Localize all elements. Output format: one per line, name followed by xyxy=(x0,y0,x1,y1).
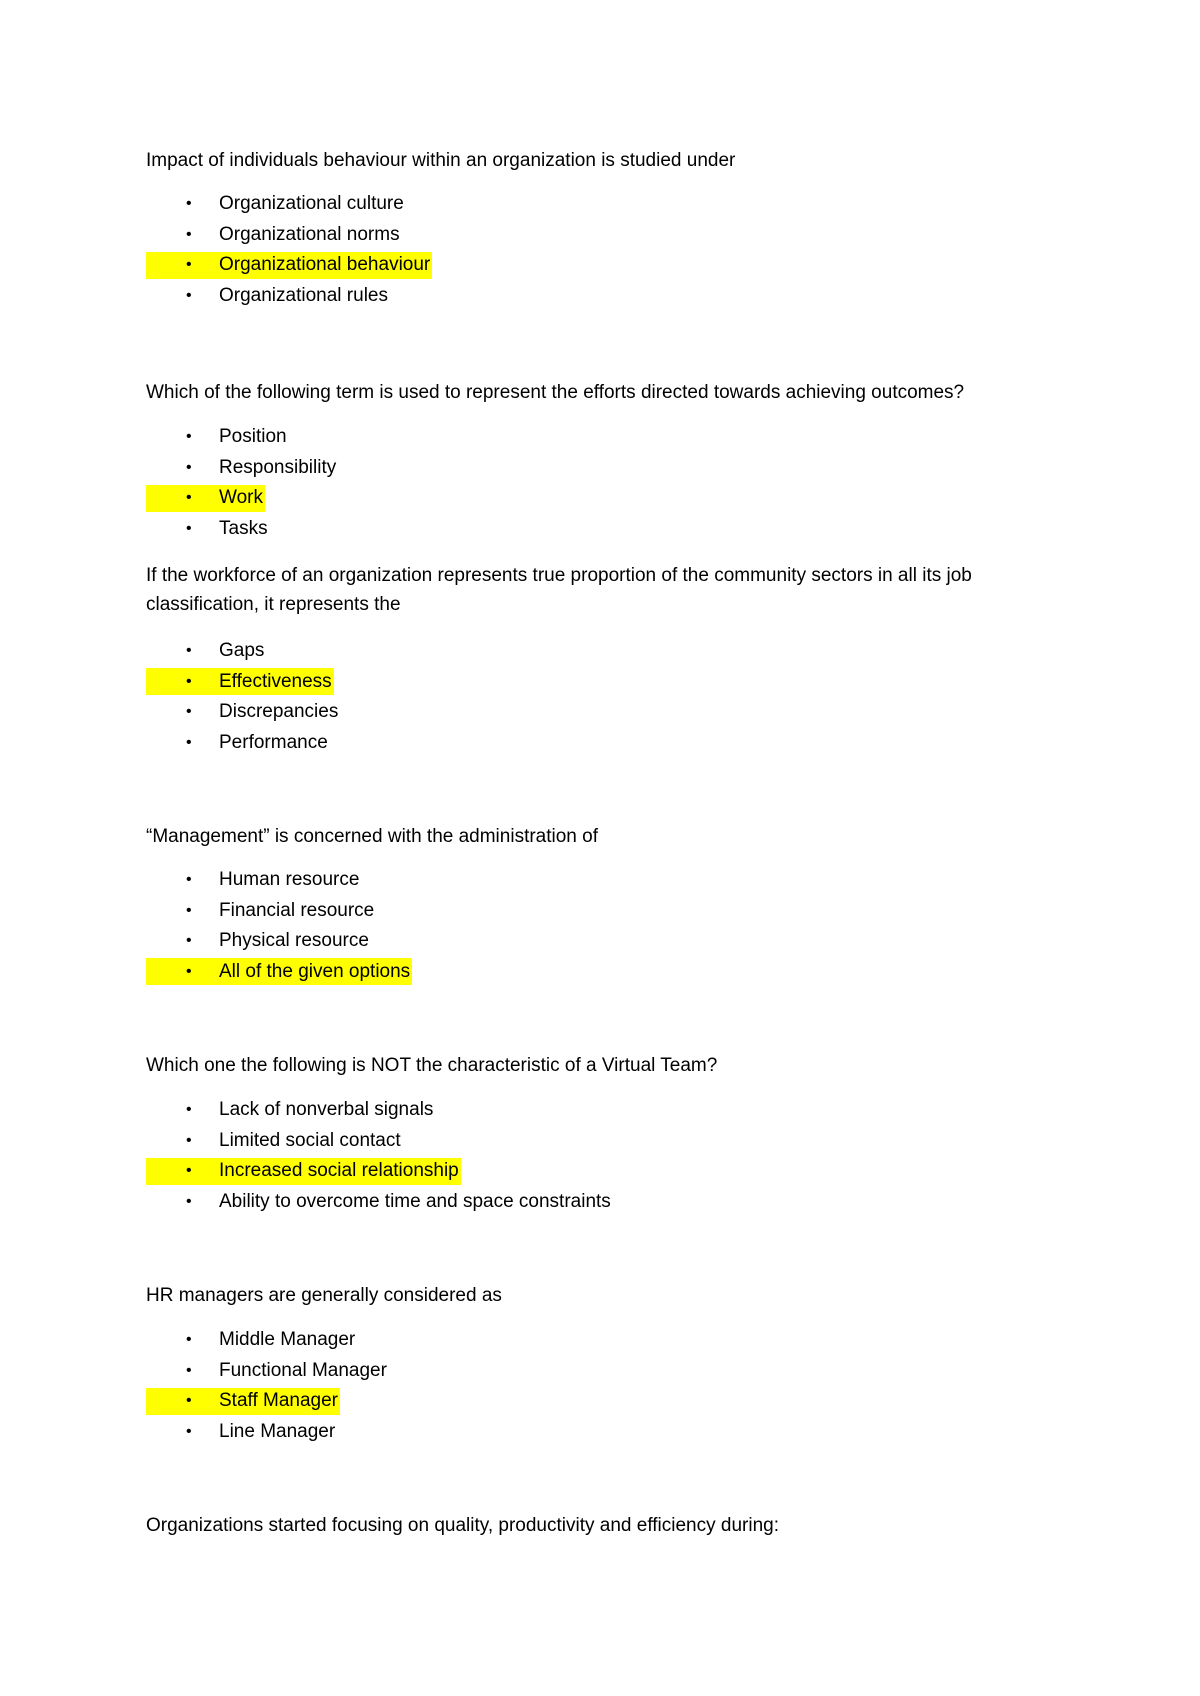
option-item-highlighted xyxy=(146,667,340,698)
option-label: Responsibility xyxy=(219,456,337,478)
option-item xyxy=(146,728,340,759)
bullet-icon: • xyxy=(186,1392,192,1410)
option-label: Position xyxy=(219,426,287,448)
bullet-icon: • xyxy=(186,672,192,690)
option-label: Organizational culture xyxy=(219,193,404,215)
option-label: Middle Manager xyxy=(219,1329,356,1351)
option-item xyxy=(146,422,338,453)
option-label: Ability to overcome time and space constraints xyxy=(219,1190,611,1212)
option-label: Functional Manager xyxy=(219,1359,387,1381)
bullet-icon: • xyxy=(186,901,192,919)
bullet-icon: • xyxy=(186,962,192,980)
option-item xyxy=(146,189,432,220)
option-label: All of the given options xyxy=(219,960,411,982)
bullet-icon: • xyxy=(186,1192,192,1210)
option-item-highlighted xyxy=(146,483,338,514)
bullet-icon: • xyxy=(186,1361,192,1379)
option-label: Gaps xyxy=(219,640,265,662)
option-label: Financial resource xyxy=(219,899,375,921)
option-label: Line Manager xyxy=(219,1420,336,1442)
question-2-options xyxy=(146,422,338,544)
option-item xyxy=(146,220,432,251)
bullet-icon: • xyxy=(186,1101,192,1119)
option-item-highlighted xyxy=(146,250,432,281)
question-4-options xyxy=(146,865,412,987)
bullet-icon: • xyxy=(186,225,192,243)
option-label: Performance xyxy=(219,731,328,753)
question-3-options xyxy=(146,636,340,758)
bullet-icon: • xyxy=(186,642,192,660)
bullet-icon: • xyxy=(186,489,192,507)
bullet-icon: • xyxy=(186,256,192,274)
option-label: Work xyxy=(219,487,263,509)
bullet-icon: • xyxy=(186,703,192,721)
option-item xyxy=(146,926,412,957)
option-label: Limited social contact xyxy=(219,1129,401,1151)
bullet-icon: • xyxy=(186,286,192,304)
option-label: Lack of nonverbal signals xyxy=(219,1099,434,1121)
bullet-icon: • xyxy=(186,428,192,446)
option-item xyxy=(146,1325,389,1356)
bullet-icon: • xyxy=(186,1131,192,1149)
question-1-text: Impact of individuals behaviour within an organization is studied under xyxy=(146,150,736,171)
question-6-text: HR managers are generally considered as xyxy=(146,1285,502,1306)
option-label: Organizational norms xyxy=(219,223,400,245)
question-3-text: If the workforce of an organization represents true proportion of the community sectors in all its job classification, it represents the xyxy=(146,565,972,615)
option-item-highlighted xyxy=(146,1386,389,1417)
bullet-icon: • xyxy=(186,733,192,751)
option-item xyxy=(146,697,340,728)
option-label: Human resource xyxy=(219,869,360,891)
option-item xyxy=(146,1187,613,1218)
option-item xyxy=(146,1417,389,1448)
option-item xyxy=(146,636,340,667)
option-item xyxy=(146,1356,389,1387)
option-item xyxy=(146,896,412,927)
option-label: Effectiveness xyxy=(219,670,332,692)
bullet-icon: • xyxy=(186,1422,192,1440)
bullet-icon: • xyxy=(186,1331,192,1349)
option-label: Organizational behaviour xyxy=(219,254,431,276)
option-label: Physical resource xyxy=(219,930,369,952)
option-label: Tasks xyxy=(219,517,268,539)
option-label: Discrepancies xyxy=(219,701,339,723)
bullet-icon: • xyxy=(186,871,192,889)
question-5-options xyxy=(146,1095,613,1217)
question-2-text: Which of the following term is used to represent the efforts directed towards achieving outcomes? xyxy=(146,382,965,403)
question-7-text: Organizations started focusing on quality, productivity and efficiency during: xyxy=(146,1515,779,1536)
option-item-highlighted xyxy=(146,1156,613,1187)
option-item xyxy=(146,1095,613,1126)
option-item xyxy=(146,1126,613,1157)
question-6-options xyxy=(146,1325,389,1447)
option-item xyxy=(146,281,432,312)
bullet-icon: • xyxy=(186,458,192,476)
option-label: Organizational rules xyxy=(219,284,388,306)
option-item xyxy=(146,514,338,545)
question-4-text: “Management” is concerned with the administration of xyxy=(146,826,599,847)
bullet-icon: • xyxy=(186,195,192,213)
bullet-icon: • xyxy=(186,1162,192,1180)
option-label: Increased social relationship xyxy=(219,1160,459,1182)
bullet-icon: • xyxy=(186,519,192,537)
option-item xyxy=(146,453,338,484)
option-item xyxy=(146,865,412,896)
bullet-icon: • xyxy=(186,932,192,950)
question-1-options xyxy=(146,189,432,311)
option-item-highlighted xyxy=(146,957,412,988)
question-5-text: Which one the following is NOT the characteristic of a Virtual Team? xyxy=(146,1055,718,1076)
option-label: Staff Manager xyxy=(219,1390,339,1412)
